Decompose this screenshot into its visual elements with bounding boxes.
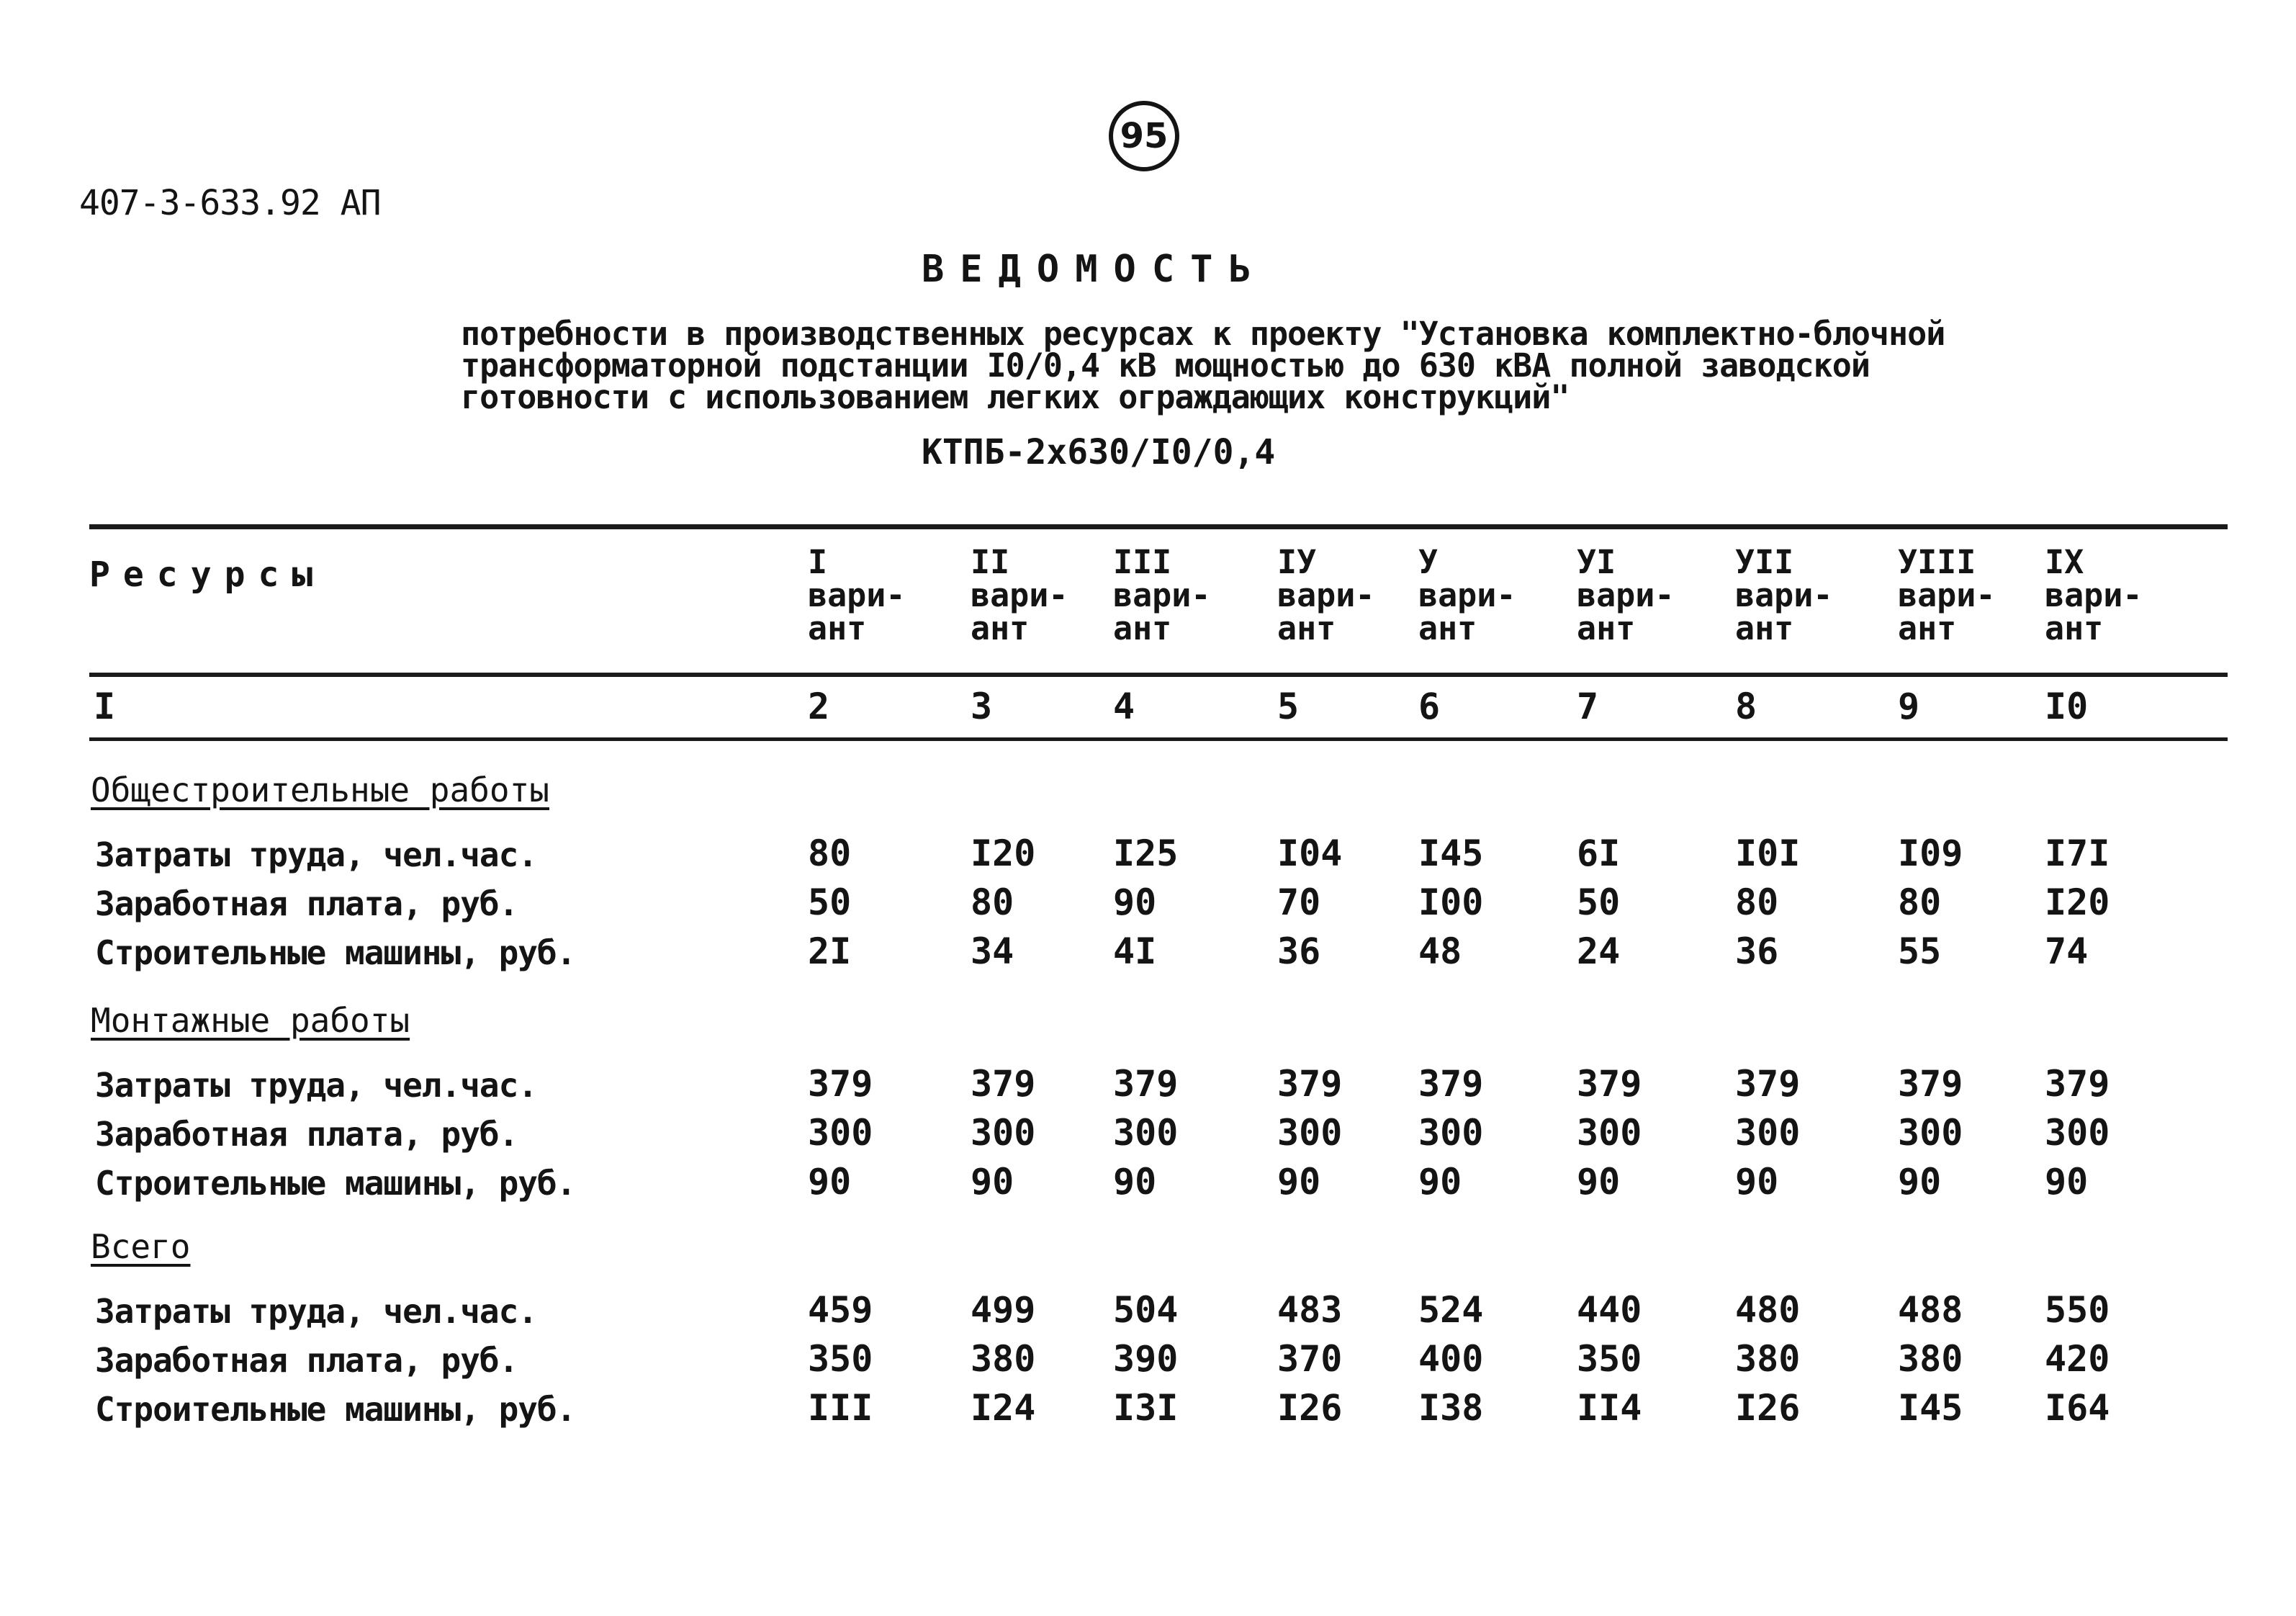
table-cell: 6I — [1577, 832, 1621, 874]
variant-roman: У — [1418, 543, 1439, 581]
variant-label-part1: вари- — [808, 576, 906, 614]
document-code: 407-3-633.92 АП — [79, 183, 381, 223]
document-title: ВЕДОМОСТЬ — [922, 248, 1267, 291]
row-label: Строительные машины, руб. — [95, 1390, 576, 1429]
variant-label-part2: ант — [1113, 609, 1172, 647]
table-cell: 488 — [1898, 1289, 1963, 1331]
variant-label-part2: ант — [1735, 609, 1794, 647]
table-cell: 379 — [971, 1063, 1036, 1105]
table-cell: 55 — [1898, 930, 1942, 972]
table-cell: 350 — [808, 1338, 873, 1380]
column-number-8: 8 — [1735, 686, 1757, 727]
variant-roman: III — [1113, 543, 1172, 581]
table-cell: 300 — [971, 1112, 1036, 1154]
row-label: Заработная плата, руб. — [95, 1341, 518, 1380]
variant-label-part1: вари- — [2045, 576, 2143, 614]
table-cell: 483 — [1277, 1289, 1343, 1331]
table-cell: I04 — [1277, 832, 1343, 874]
table-cell: I20 — [2045, 881, 2110, 923]
variant-roman: УIII — [1898, 543, 1976, 581]
column-header-variant-7 — [1735, 543, 1879, 647]
table-cell: 379 — [2045, 1063, 2110, 1105]
table-cell: I25 — [1113, 832, 1179, 874]
table-cell: 420 — [2045, 1338, 2110, 1380]
table-cell: 379 — [1113, 1063, 1179, 1105]
table-cell: I26 — [1277, 1387, 1343, 1429]
variant-label-part1: вари- — [1577, 576, 1675, 614]
column-number-3: 3 — [971, 686, 993, 727]
table-cell: I7I — [2045, 832, 2110, 874]
subtitle-line-3: готовности с использованием легких ограждающих конструкций" — [461, 378, 1570, 416]
row-label: Затраты труда, чел.час. — [95, 835, 537, 874]
table-cell: 300 — [2045, 1112, 2110, 1154]
table-cell: 370 — [1277, 1338, 1343, 1380]
table-cell: 36 — [1277, 930, 1321, 972]
table-cell: 379 — [1577, 1063, 1642, 1105]
table-cell: 80 — [971, 881, 1014, 923]
table-cell: 379 — [1735, 1063, 1801, 1105]
table-cell: I45 — [1898, 1387, 1963, 1429]
variant-label-part1: вари- — [971, 576, 1068, 614]
variant-label-part2: ант — [1577, 609, 1636, 647]
variant-roman: I — [808, 543, 828, 581]
table-cell: 300 — [1898, 1112, 1963, 1154]
table-cell: 48 — [1418, 930, 1462, 972]
section-title: Всего — [91, 1227, 191, 1266]
table-cell: 379 — [1898, 1063, 1963, 1105]
variant-roman: IX — [2045, 543, 2084, 581]
document-subtitle — [461, 315, 2088, 416]
table-cell: 300 — [1735, 1112, 1801, 1154]
page-number-circle — [1109, 101, 1179, 171]
table-cell: 50 — [1577, 881, 1621, 923]
table-cell: I24 — [971, 1387, 1036, 1429]
column-number-9: 9 — [1898, 686, 1920, 727]
table-cell: 380 — [1735, 1338, 1801, 1380]
table-cell: I64 — [2045, 1387, 2110, 1429]
variant-label-part2: ант — [1277, 609, 1336, 647]
table-cell: 36 — [1735, 930, 1779, 972]
column-number-10: I0 — [2045, 686, 2089, 727]
table-top-rule — [89, 524, 2228, 529]
table-cell: II4 — [1577, 1387, 1642, 1429]
table-cell: 379 — [1418, 1063, 1484, 1105]
table-cell: 24 — [1577, 930, 1621, 972]
table-cell: 90 — [1577, 1161, 1621, 1203]
table-numbering-rule — [89, 737, 2228, 741]
variant-label-part2: ант — [808, 609, 867, 647]
row-label: Заработная плата, руб. — [95, 884, 518, 923]
table-cell: 80 — [1898, 881, 1942, 923]
table-cell: 90 — [1898, 1161, 1942, 1203]
table-cell: I38 — [1418, 1387, 1484, 1429]
table-cell: III — [808, 1387, 873, 1429]
variant-label-part1: вари- — [1418, 576, 1516, 614]
table-cell: I09 — [1898, 832, 1963, 874]
table-cell: I00 — [1418, 881, 1484, 923]
table-cell: 90 — [1735, 1161, 1779, 1203]
table-cell: 90 — [2045, 1161, 2089, 1203]
table-cell: 440 — [1577, 1289, 1642, 1331]
variant-roman: УI — [1577, 543, 1616, 581]
table-cell: 90 — [1113, 1161, 1157, 1203]
row-label: Заработная плата, руб. — [95, 1115, 518, 1154]
table-cell: 400 — [1418, 1338, 1484, 1380]
column-number-1: I — [94, 686, 116, 727]
table-cell: 380 — [971, 1338, 1036, 1380]
table-cell: 80 — [1735, 881, 1779, 923]
table-cell: 50 — [808, 881, 852, 923]
column-header-variant-3 — [1113, 543, 1257, 647]
variant-label-part2: ант — [2045, 609, 2104, 647]
table-cell: 550 — [2045, 1289, 2110, 1331]
table-cell: 34 — [971, 930, 1014, 972]
section-title: Монтажные работы — [91, 1001, 410, 1040]
table-cell: 90 — [1418, 1161, 1462, 1203]
variant-label-part1: вари- — [1735, 576, 1833, 614]
table-cell: 70 — [1277, 881, 1321, 923]
subtitle-line-2: трансформаторной подстанции I0/0,4 кВ мощностью до 630 кВА полной заводской — [461, 346, 1870, 385]
variant-roman: УII — [1735, 543, 1794, 581]
column-header-variant-8 — [1898, 543, 2042, 647]
page-number: 95 — [1120, 116, 1169, 156]
table-cell: 499 — [971, 1289, 1036, 1331]
table-cell: 90 — [1277, 1161, 1321, 1203]
table-cell: I45 — [1418, 832, 1484, 874]
column-header-variant-2 — [971, 543, 1115, 647]
variant-label-part1: вари- — [1113, 576, 1211, 614]
row-label: Затраты труда, чел.час. — [95, 1292, 537, 1331]
table-cell: 300 — [1418, 1112, 1484, 1154]
table-header-rule — [89, 673, 2228, 677]
table-cell: I20 — [971, 832, 1036, 874]
table-cell: 459 — [808, 1289, 873, 1331]
table-cell: I3I — [1113, 1387, 1179, 1429]
resources-column-header: Ресурсы — [89, 555, 326, 595]
column-number-4: 4 — [1113, 686, 1135, 727]
table-cell: 390 — [1113, 1338, 1179, 1380]
column-header-variant-5 — [1418, 543, 1562, 647]
subtitle-line-1: потребности в производственных ресурсах к проекту "Установка комплектно-блочной — [461, 315, 1945, 353]
table-cell: 300 — [1577, 1112, 1642, 1154]
variant-label-part2: ант — [1898, 609, 1957, 647]
column-number-2: 2 — [808, 686, 830, 727]
column-header-variant-9 — [2045, 543, 2189, 647]
table-cell: 300 — [1113, 1112, 1179, 1154]
table-cell: 2I — [808, 930, 852, 972]
table-cell: I26 — [1735, 1387, 1801, 1429]
table-cell: 74 — [2045, 930, 2089, 972]
table-cell: 90 — [1113, 881, 1157, 923]
row-label: Затраты труда, чел.час. — [95, 1066, 537, 1105]
variant-label-part2: ант — [971, 609, 1030, 647]
section-title: Общестроительные работы — [91, 771, 549, 809]
table-cell: 90 — [808, 1161, 852, 1203]
table-cell: 380 — [1898, 1338, 1963, 1380]
variant-label-part2: ант — [1418, 609, 1477, 647]
table-cell: 350 — [1577, 1338, 1642, 1380]
column-number-6: 6 — [1418, 686, 1441, 727]
column-header-variant-4 — [1277, 543, 1421, 647]
row-label: Строительные машины, руб. — [95, 933, 576, 972]
table-cell: 90 — [971, 1161, 1014, 1203]
table-cell: 379 — [1277, 1063, 1343, 1105]
table-cell: 379 — [808, 1063, 873, 1105]
table-cell: 300 — [808, 1112, 873, 1154]
column-header-variant-1 — [808, 543, 952, 647]
table-cell: 80 — [808, 832, 852, 874]
variant-roman: II — [971, 543, 1010, 581]
column-number-7: 7 — [1577, 686, 1599, 727]
variant-roman: IУ — [1277, 543, 1317, 581]
column-header-variant-6 — [1577, 543, 1721, 647]
table-cell: I0I — [1735, 832, 1801, 874]
column-number-5: 5 — [1277, 686, 1300, 727]
table-cell: 504 — [1113, 1289, 1179, 1331]
table-cell: 480 — [1735, 1289, 1801, 1331]
variant-label-part1: вари- — [1898, 576, 1996, 614]
table-cell: 300 — [1277, 1112, 1343, 1154]
table-cell: 524 — [1418, 1289, 1484, 1331]
substation-model: КТПБ-2х630/I0/0,4 — [922, 432, 1276, 472]
table-cell: 4I — [1113, 930, 1157, 972]
row-label: Строительные машины, руб. — [95, 1164, 576, 1203]
variant-label-part1: вари- — [1277, 576, 1375, 614]
